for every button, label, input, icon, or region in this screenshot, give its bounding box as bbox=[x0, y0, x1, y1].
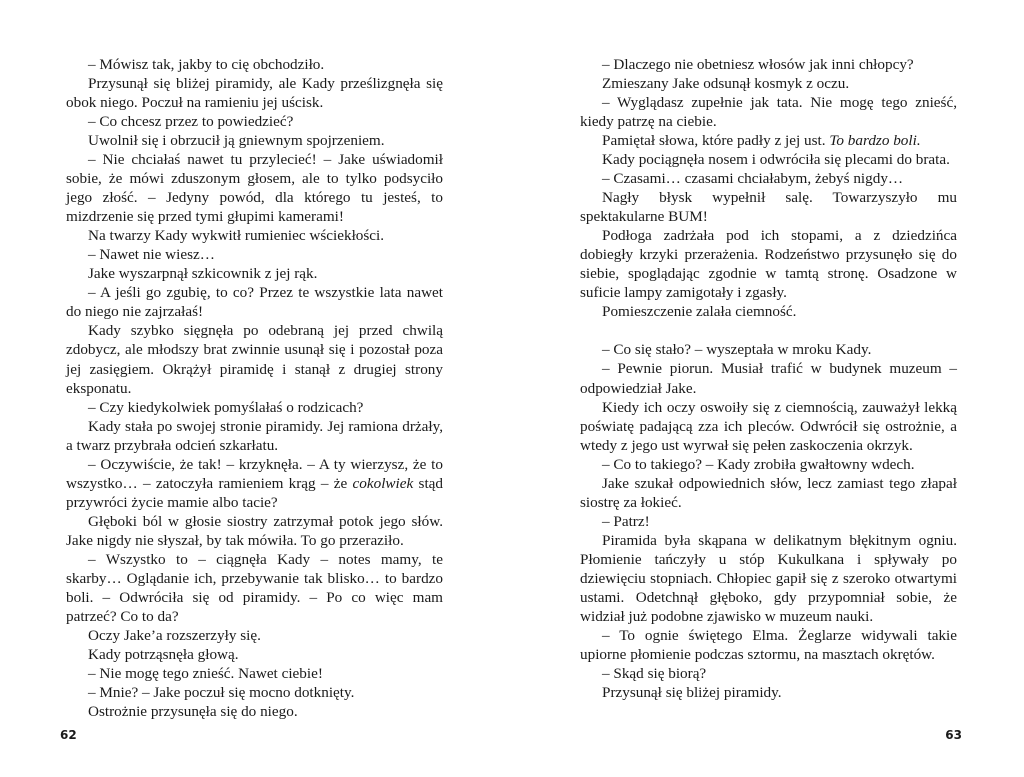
paragraph: – Nawet nie wiesz… bbox=[88, 246, 215, 264]
paragraph: Kady szybko sięgnęła po odebraną jej przed chwilą zdobycz, ale młodszy brat zwinnie usunął się i pozostał poza jej zasięgiem. Okrążył piramidę i stanął z drugiej strony eksponatu. bbox=[66, 322, 443, 397]
paragraph-italic-text: cokolwiek bbox=[352, 474, 414, 492]
paragraph: Piramida była skąpana w delikatnym błękitnym ogniu. Płomienie tańczyły u stóp Kukulkana i spływały po dziewięciu stopniach. Chłopiec gapił się z szeroko otwartymi ustami. Odetchnął głęboko, gdy przypomniał sobie, że widział już podobne zjawisko w muzeum nauki. bbox=[580, 531, 957, 625]
paragraph: – Nie mogę tego znieść. Nawet ciebie! bbox=[88, 665, 323, 682]
paragraph: Przysunął się bliżej piramidy. bbox=[602, 684, 782, 702]
paragraph: – Co to takiego? – Kady zrobiła gwałtowny wdech. bbox=[602, 455, 915, 473]
paragraph bbox=[580, 131, 957, 150]
paragraph: Podłoga zadrżała pod ich stopami, a z dziedzińca dobiegły krzyki przerażenia. Rodzeństwo przysunęło się do siebie, spoglądając zgodnie w tamtą stronę. Osadzone w suficie lampy zamigotały i zgasły. bbox=[580, 227, 957, 302]
paragraph: Nagły błysk wypełnił salę. Towarzyszyło mu spektakularne BUM! bbox=[580, 189, 957, 226]
paragraph: – Wyglądasz zupełnie jak tata. Nie mogę tego znieść, kiedy patrzę na ciebie. bbox=[580, 94, 957, 131]
right-page-text-column bbox=[580, 55, 957, 702]
paragraph-text: Pamiętał słowa, które padły z jej ust. bbox=[602, 132, 830, 150]
left-page-text-column bbox=[66, 55, 443, 721]
paragraph: Przysunął się bliżej piramidy, ale Kady prześlizgnęła się obok niego. Poczuł na ramieniu jej uścisk. bbox=[66, 75, 443, 112]
paragraph: Uwolnił się i obrzucił ją gniewnym spojrzeniem. bbox=[88, 132, 385, 150]
paragraph: Jake szukał odpowiednich słów, lecz zamiast tego złapał siostrę za łokieć. bbox=[580, 474, 957, 511]
right-page bbox=[512, 0, 1024, 777]
paragraph: – Czasami… czasami chciałabym, żebyś nigdy… bbox=[602, 170, 904, 188]
paragraph: – Mówisz tak, jakby to cię obchodziło. bbox=[88, 56, 325, 73]
paragraph: – Pewnie piorun. Musiał trafić w budynek muzeum – odpowiedział Jake. bbox=[580, 360, 957, 397]
paragraph: – Co chcesz przez to powiedzieć? bbox=[88, 113, 294, 131]
paragraph: Kady stała po swojej stronie piramidy. Jej ramiona drżały, a twarz przybrała odcień szkarłatu. bbox=[66, 417, 443, 454]
paragraph: Głęboki ból w głosie siostry zatrzymał potok jego słów. Jake nigdy nie słyszał, by tak mówiła. To go przeraziło. bbox=[66, 512, 443, 549]
paragraph: Jake wyszarpnął szkicownik z jej rąk. bbox=[88, 265, 318, 283]
paragraph: – A jeśli go zgubię, to co? Przez te wszystkie lata nawet do niego nie zajrzałaś! bbox=[66, 284, 443, 321]
paragraph-italic-text: To bardzo boli. bbox=[829, 132, 921, 150]
paragraph: Kiedy ich oczy oswoiły się z ciemnością, zauważył lekką poświatę padającą zza ich pleców. Odwrócił się ostrożnie, a wtedy z jego ust wyrwał się pełen zaskoczenia okrzyk. bbox=[580, 398, 957, 454]
section-break bbox=[580, 321, 957, 340]
paragraph: – Nie chciałaś nawet tu przylecieć! – Jake uświadomił sobie, że mówi zduszonym głosem, ale to tylko podsyciło jego złość. – Jedyny powód, dla którego tu jesteś, to mizdrzenie się przed tymi głupimi kamerami! bbox=[66, 151, 443, 226]
paragraph: Zmieszany Jake odsunął kosmyk z oczu. bbox=[602, 75, 850, 93]
paragraph: Na twarzy Kady wykwitł rumieniec wściekłości. bbox=[88, 227, 385, 245]
right-page-number: 63 bbox=[945, 728, 962, 742]
paragraph: – Dlaczego nie obetniesz włosów jak inni chłopcy? bbox=[602, 56, 914, 73]
paragraph: – Skąd się biorą? bbox=[602, 664, 707, 682]
paragraph: – Czy kiedykolwiek pomyślałaś o rodzicach? bbox=[88, 398, 364, 416]
paragraph: – Co się stało? – wyszeptała w mroku Kady. bbox=[602, 341, 872, 359]
paragraph-text: stąd przywróci życie mamie albo tacie? bbox=[66, 474, 443, 511]
paragraph bbox=[66, 455, 443, 512]
paragraph: – To ognie świętego Elma. Żeglarze widywali takie upiorne płomienie podczas sztormu, na masztach okrętów. bbox=[580, 626, 957, 663]
paragraph: – Wszystko to – ciągnęła Kady – notes mamy, te skarby… Oglądanie ich, przebywanie tak blisko… to bardzo boli. – Odwróciła się od piramidy. – Po co więc mam patrzeć? Co to da? bbox=[66, 550, 443, 625]
left-page-number: 62 bbox=[60, 728, 77, 742]
paragraph: Kady pociągnęła nosem i odwróciła się plecami do brata. bbox=[602, 151, 950, 169]
paragraph: Pomieszczenie zalała ciemność. bbox=[602, 303, 797, 321]
paragraph: Ostrożnie przysunęła się do niego. bbox=[88, 703, 298, 721]
paragraph: – Patrz! bbox=[602, 512, 650, 530]
paragraph: Kady potrząsnęła głową. bbox=[88, 645, 239, 663]
paragraph-text: – Oczywiście, że tak! – krzyknęła. – A ty wierzysz, że to wszystko… – zatoczyła ramieniem krąg – że bbox=[66, 455, 443, 492]
paragraph: – Mnie? – Jake poczuł się mocno dotknięty. bbox=[88, 684, 355, 702]
paragraph: Oczy Jake’a rozszerzyły się. bbox=[88, 626, 261, 644]
